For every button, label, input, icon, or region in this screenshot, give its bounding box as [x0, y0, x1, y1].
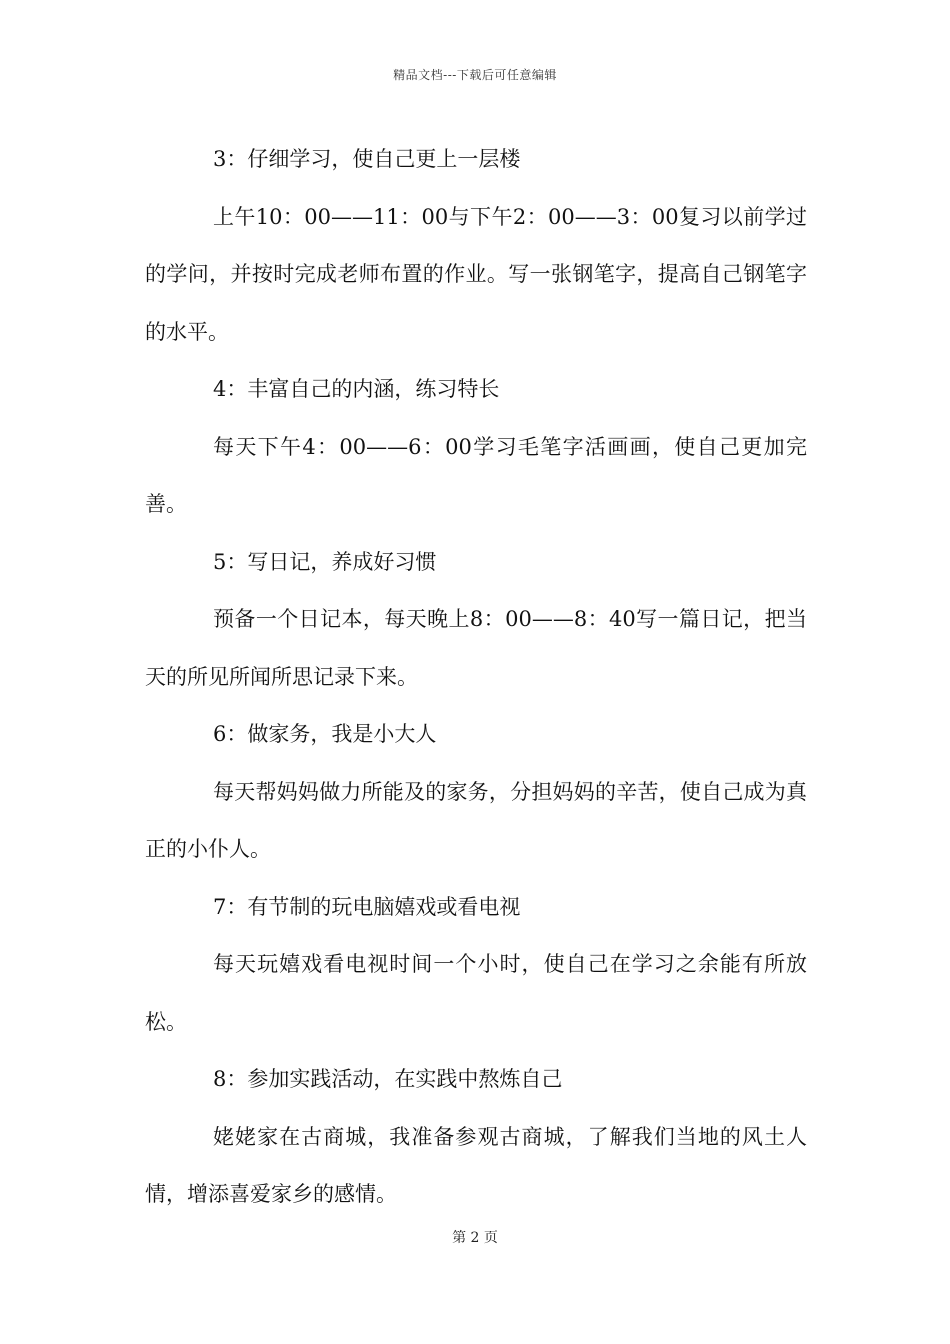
- section-body-4: 每天下午4：00——6：00学习毛笔字活画画，使自己更加完善。: [145, 434, 807, 516]
- section-heading-7: 7：有节制的玩电脑嬉戏或看电视: [213, 894, 521, 919]
- page-number: 第 2 页: [452, 1230, 498, 1246]
- section-heading-3: 3：仔细学习，使自己更上一层楼: [213, 147, 521, 171]
- document-body: [145, 131, 807, 1224]
- section-body-7: 每天玩嬉戏看电视时间一个小时，使自己在学习之余能有所放松。: [145, 952, 807, 1034]
- section-body-6: 每天帮妈妈做力所能及的家务，分担妈妈的辛苦，使自己成为真正的小仆人。: [145, 779, 807, 861]
- section-heading-8: 8：参加实践活动，在实践中熬炼自己: [213, 1067, 563, 1091]
- section-heading-5: 5：写日记，养成好习惯: [213, 549, 437, 574]
- section-heading-4: 4：丰富自己的内涵，练习特长: [213, 377, 500, 401]
- section-heading-6: 6：做家务，我是小大人: [213, 722, 437, 746]
- page-header: 精品文档---下载后可任意编辑: [393, 68, 557, 82]
- section-body-5: 预备一个日记本，每天晚上8：00——8：40写一篇日记，把当天的所见所闻所思记录下来。: [145, 607, 807, 689]
- section-body-8: 姥姥家在古商城，我准备参观古商城，了解我们当地的风土人情，增添喜爱家乡的感情。: [145, 1124, 807, 1206]
- section-body-3: 上午10：00——11：00与下午2：00——3：00复习以前学过的学问，并按时完成老师布置的作业。写一张钢笔字，提高自己钢笔字的水平。: [145, 204, 807, 344]
